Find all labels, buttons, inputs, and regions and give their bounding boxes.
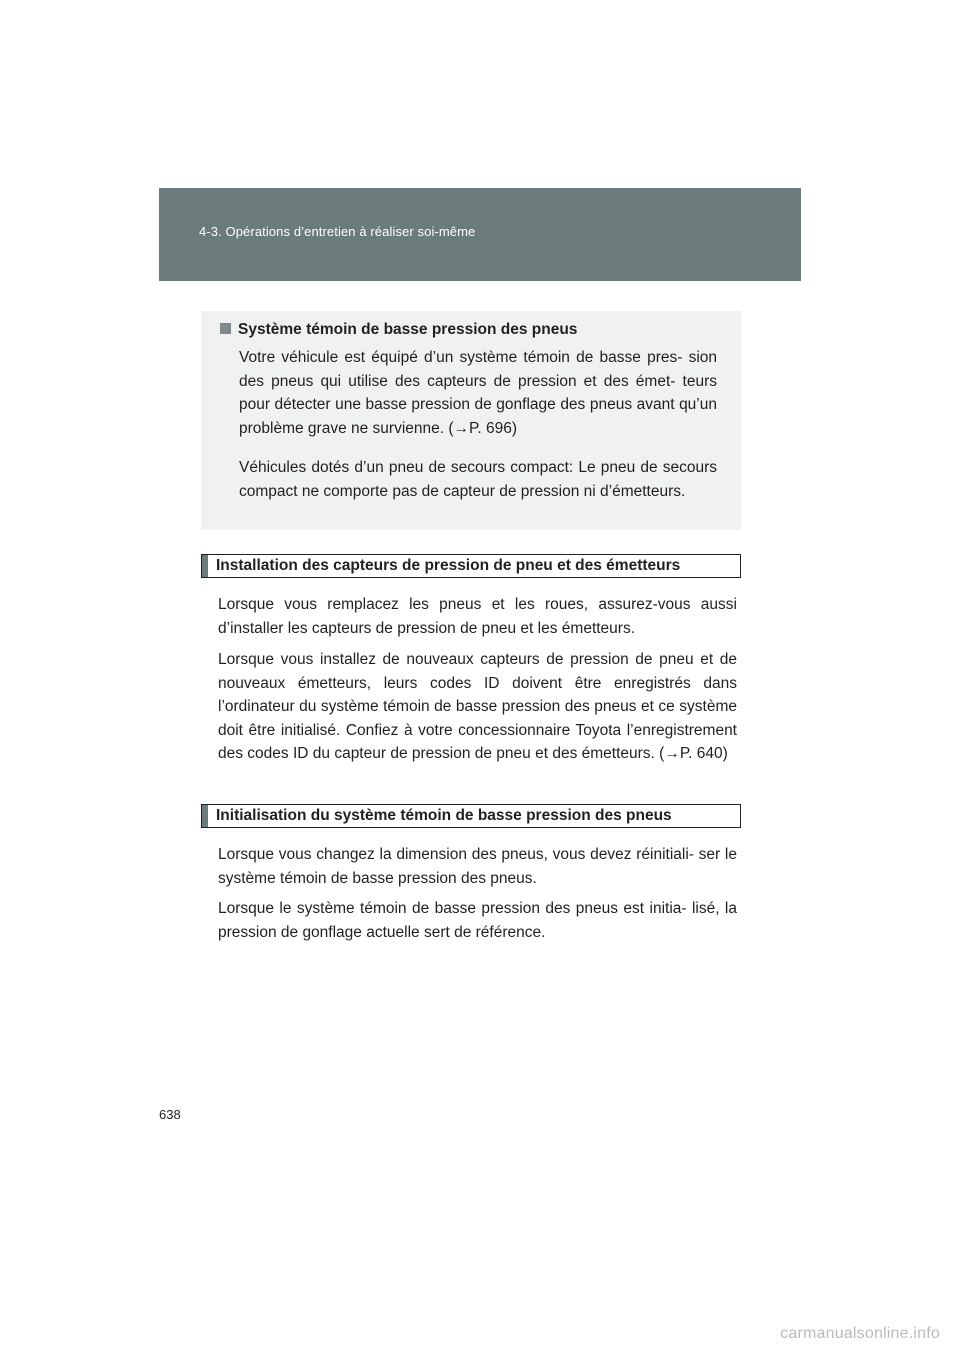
initialisation-paragraph-1: Lorsque vous changez la dimension des pneus, vous devez réinitiali- ser le système témoin de basse pression des pneus. (218, 846, 737, 887)
watermark-text: carmanualsonline.info (780, 1325, 940, 1342)
square-bullet-icon (220, 323, 231, 334)
section-heading-installation (201, 554, 741, 578)
section-heading-initialisation (201, 804, 741, 828)
info-box-title-row (220, 321, 577, 339)
chapter-section-title: 4-3. Opérations d’entretien à réaliser soi-même (199, 224, 476, 239)
section-heading-bar (202, 555, 208, 577)
info-box-paragraph-1: Votre véhicule est équipé d’un système témoin de basse pres- sion des pneus qui utilise des capteurs de pression et des émet- teurs pour détecter une basse pression de gonflage des pneus avant qu’un problème grave ne survienne. (→P. 696) (239, 349, 717, 437)
section-heading-bar (202, 805, 208, 827)
page-number: 638 (159, 1107, 181, 1122)
section-heading-text: Installation des capteurs de pression de pneu et des émetteurs (216, 557, 681, 574)
info-box-paragraph-2: Véhicules dotés d’un pneu de secours compact: Le pneu de secours compact ne comporte pas de capteur de pression ni d’émetteurs. (239, 459, 717, 500)
chapter-header-band (159, 188, 801, 281)
installation-paragraph-1: Lorsque vous remplacez les pneus et les roues, assurez-vous aussi d’installer les capteurs de pression de pneu et les émetteurs. (218, 596, 737, 637)
section-heading-text: Initialisation du système témoin de basse pression des pneus (216, 807, 672, 824)
installation-paragraph-2: Lorsque vous installez de nouveaux capteurs de pression de pneu et de nouveaux émetteurs, leurs codes ID doivent être enregistrés dans l’ordinateur du système témoin de basse pression des pneus et ce système doit être initialisé. Confiez à votre concessionnaire Toyota l’enregistrement des codes ID du capteur de pression de pneu et des émetteurs. (→P. 640) (218, 651, 737, 762)
info-box (201, 311, 741, 530)
info-box-title: Système témoin de basse pression des pneus (238, 321, 578, 338)
initialisation-paragraph-2: Lorsque le système témoin de basse pression des pneus est initia- lisé, la pression de gonflage actuelle sert de référence. (218, 900, 737, 941)
